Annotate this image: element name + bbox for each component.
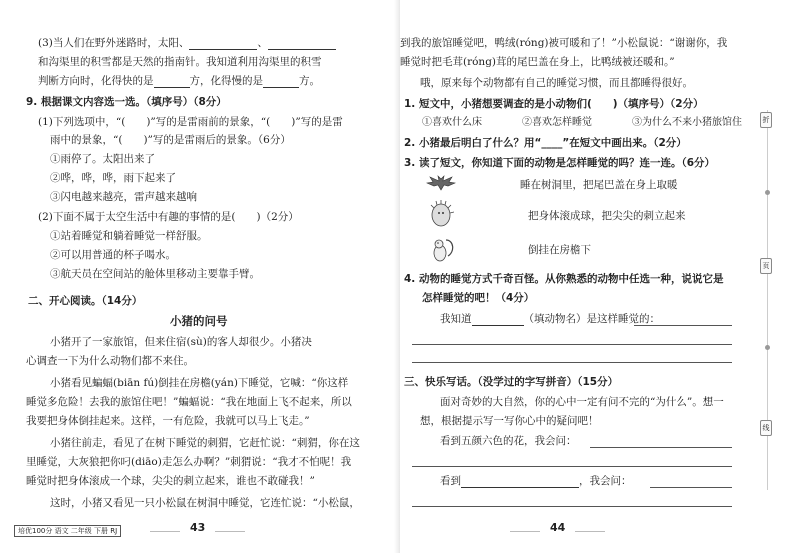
match-item-3[interactable]: 倒挂在房檐下 <box>528 244 591 256</box>
binding-dot <box>765 190 770 195</box>
writing-intro-line2: 想，根据提示写一写你心中的疑问吧！ <box>420 415 599 427</box>
q9-1-line2: 雨中的景象，“( )”写的是雷雨后的景象。（6分） <box>50 134 291 146</box>
section-2-heading: 二、开心阅读。（14分） <box>28 295 143 307</box>
q9-2-question: (2)下面不属于太空生活中有趣的事情的是( )（2分） <box>38 211 299 223</box>
question-3: 3. 读了短文，你知道下面的动物是怎样睡觉的吗？连一连。（6分） <box>404 157 716 169</box>
story-p2-line2: 睡觉多危险！去我的旅馆住吧！”蝙蝠说：“我在地面上飞不起来，所以 <box>26 396 352 408</box>
right-page <box>400 0 800 553</box>
footer-flourish <box>510 531 540 532</box>
answer-blank[interactable] <box>461 476 579 488</box>
question-1-options: ①喜欢什么床 ②喜欢怎样睡觉 ③为什么不来小猪旅馆住 <box>422 117 742 128</box>
page-number: 44 <box>550 521 566 534</box>
answer-blank[interactable] <box>189 38 257 50</box>
answer-line[interactable] <box>634 325 732 326</box>
hedgehog-icon <box>428 200 454 222</box>
answer-line[interactable] <box>590 447 732 448</box>
story-ending: 哦，原来每个动物都有自己的睡觉习惯，而且都睡得很好。 <box>420 77 693 89</box>
question-9-title: 9. 根据课文内容选一选。（填序号）（8分） <box>26 96 227 108</box>
answer-blank[interactable] <box>268 38 336 50</box>
writing-prompt-1: 看到五颜六色的花，我会问： <box>440 435 577 447</box>
side-tab-1: 折 <box>760 112 772 128</box>
story-p3-line3: 睡觉时把身体滚成一个球，尖尖的刺立起来，谁也不敢碰我！” <box>26 475 315 487</box>
answer-blank[interactable] <box>263 76 299 88</box>
story-continued-line1: 到我的旅馆睡觉吧，鸭绒(róng)被可暖和了！”小松鼠说：“谢谢你，我 <box>400 37 728 49</box>
match-item-1[interactable]: 睡在树洞里，把尾巴盖在身上取暖 <box>520 179 678 191</box>
answer-line[interactable] <box>412 506 732 507</box>
question-4-line1: 4. 动物的睡觉方式千奇百怪。从你熟悉的动物中任选一种，说说它是 <box>404 273 724 285</box>
answer-blank[interactable] <box>154 76 190 88</box>
q8-3-line3: 判断方向时，化得快的是 方，化得慢的是 方。 <box>38 75 320 87</box>
question-2: 2. 小猪最后明白了什么？用“____”在短文中画出来。（2分） <box>404 137 687 149</box>
footer-flourish <box>150 531 180 532</box>
q9-2-option-3: ③航天员在空间站的舱体里移动主要靠手臂。 <box>50 268 260 280</box>
binding-dot <box>765 345 770 350</box>
footer-flourish <box>575 531 605 532</box>
q9-1-option-1: ①雨停了。太阳出来了 <box>50 153 155 165</box>
writing-prompt-2: 看到 ，我会问： <box>440 475 632 487</box>
animal-name-blank[interactable] <box>472 314 524 326</box>
q9-2-option-1: ①站着睡觉和躺着睡觉一样舒服。 <box>50 230 208 242</box>
footer-flourish <box>215 531 245 532</box>
question-4-line2: 怎样睡觉的吧！（4分） <box>422 292 535 304</box>
story-p3-line2: 里睡觉，大灰狼把你叼(diāo)走怎么办啊？”刺猬说：“我才不怕呢！我 <box>26 456 352 468</box>
story-p2-line3: 我要把身体倒挂起来。这样，一有危险，我就可以马上飞走。” <box>26 415 310 427</box>
question-4-prompt: 我知道 （填动物名）是这样睡觉的： <box>440 313 660 325</box>
match-item-2[interactable]: 把身体滚成球，把尖尖的刺立起来 <box>528 210 686 222</box>
answer-line[interactable] <box>650 487 732 488</box>
squirrel-icon <box>430 236 456 258</box>
question-1: 1. 短文中，小猪想要调查的是小动物们( )（填序号）（2分） <box>404 98 704 110</box>
story-title: 小猪的问号 <box>170 314 228 328</box>
section-3-heading: 三、快乐写话。（没学过的字写拼音）（15分） <box>404 376 619 388</box>
answer-line[interactable] <box>412 344 732 345</box>
q9-1-line1: (1)下列选项中，“( )”写的是雷雨前的景象，“( )”写的是雷 <box>38 116 343 128</box>
page-number: 43 <box>190 521 206 534</box>
story-p3-line1: 小猪往前走，看见了在树下睡觉的刺猬，它赶忙说：“刺猬，你在这 <box>50 437 360 449</box>
side-tab-2: 页 <box>760 258 772 274</box>
story-p1-line1: 小猪开了一家旅馆，但来住宿(sù)的客人却很少。小猪决 <box>50 336 312 348</box>
story-p4-line1: 这时，小猪又看见一只小松鼠在树洞中睡觉，它连忙说：“小松鼠， <box>50 497 360 509</box>
q8-3-line2: 和沟渠里的积雪都是天然的指南针。我知道利用沟渠里的积雪 <box>38 56 322 68</box>
answer-line[interactable] <box>412 362 732 363</box>
bat-icon <box>426 173 452 195</box>
side-tab-3: 线 <box>760 420 772 436</box>
q9-2-option-2: ②可以用普通的杯子喝水。 <box>50 249 176 261</box>
writing-intro-line1: 面对奇妙的大自然，你的心中一定有问不完的“为什么”。想一 <box>440 396 724 408</box>
story-p1-line2: 心调查一下为什么动物们都不来住。 <box>26 355 194 367</box>
q9-1-option-3: ③闪电越来越亮，雷声越来越响 <box>50 191 197 203</box>
footer-label: 培优100分 语文 二年级 下册 RJ <box>14 525 121 537</box>
story-continued-line2: 睡觉时把毛茸(róng)茸的尾巴盖在身上，比鸭绒被还暖和。” <box>400 56 675 68</box>
answer-line[interactable] <box>412 466 732 467</box>
q9-1-option-2: ②哗，哗，哗，雨下起来了 <box>50 172 176 184</box>
story-p2-line1: 小猪看见蝙蝠(biān fú)倒挂在房檐(yán)下睡觉，它喊：“你这样 <box>50 377 349 389</box>
q8-3-line1: (3)当人们在野外迷路时，太阳、 、 <box>38 36 336 50</box>
